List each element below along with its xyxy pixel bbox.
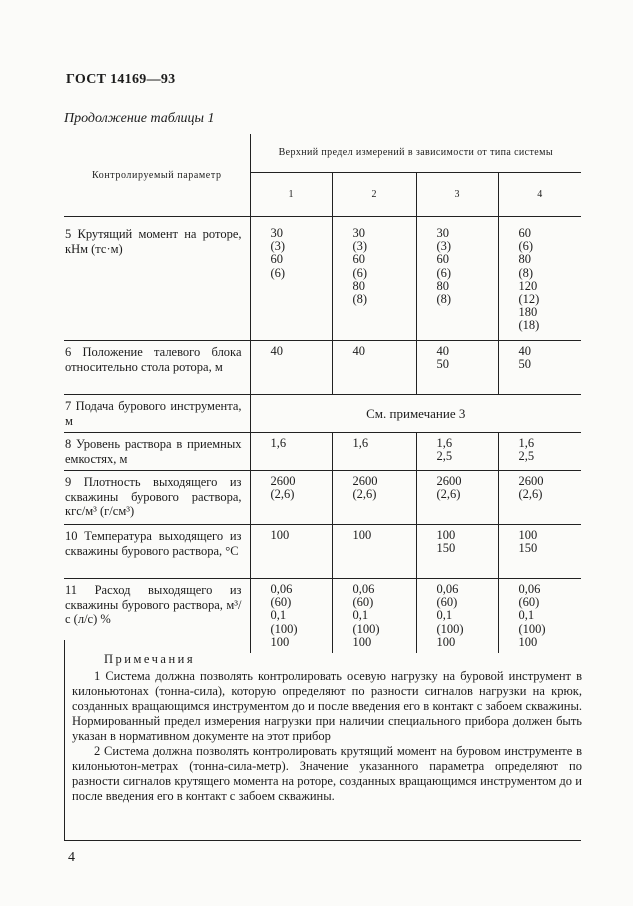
value-line: (6) bbox=[518, 239, 534, 254]
value-line: 100 bbox=[352, 528, 372, 542]
parameters-table bbox=[64, 134, 581, 653]
value-line: (6) bbox=[270, 265, 286, 280]
value-line: 1,6 bbox=[270, 436, 287, 450]
value-line: 30 bbox=[270, 226, 283, 240]
header-system-2: 2 bbox=[332, 173, 416, 217]
value-line: 100 bbox=[518, 634, 538, 649]
value-line: (8) bbox=[352, 292, 368, 307]
table-row bbox=[64, 525, 581, 579]
value-line: 80 bbox=[436, 278, 449, 293]
value-line: 2600 bbox=[352, 474, 378, 488]
value-line: (2,6) bbox=[270, 487, 295, 502]
value-line: 2600 bbox=[518, 474, 544, 488]
value-cell bbox=[332, 579, 416, 654]
value-cell bbox=[250, 471, 332, 525]
value-line: 50 bbox=[518, 357, 531, 372]
value-line: 60 bbox=[436, 252, 449, 267]
value-line: (100) bbox=[352, 621, 380, 636]
value-line: 30 bbox=[436, 226, 449, 240]
value-cell bbox=[332, 217, 416, 341]
value-line: (2,6) bbox=[518, 487, 543, 502]
table-row bbox=[64, 579, 581, 654]
value-line: 100 bbox=[436, 634, 456, 649]
value-cell bbox=[498, 433, 581, 471]
value-cell bbox=[498, 579, 581, 654]
value-line: 30 bbox=[352, 226, 365, 240]
value-line: 1,6 bbox=[352, 436, 369, 450]
value-cell bbox=[416, 341, 498, 395]
value-line: 120 bbox=[518, 278, 538, 293]
value-line: 0,1 bbox=[518, 608, 535, 623]
page-number: 4 bbox=[68, 850, 75, 865]
value-line: (18) bbox=[518, 318, 540, 333]
header-system-1: 1 bbox=[250, 173, 332, 217]
value-cell bbox=[250, 433, 332, 471]
table-row bbox=[64, 341, 581, 395]
value-line: 2,5 bbox=[436, 449, 453, 464]
value-cell bbox=[416, 471, 498, 525]
value-cell bbox=[332, 471, 416, 525]
table-caption: Продолжение таблицы 1 bbox=[64, 111, 215, 126]
notes-frame-left bbox=[64, 640, 65, 840]
value-line: 100 bbox=[270, 634, 290, 649]
value-cell bbox=[332, 525, 416, 579]
value-cell bbox=[332, 341, 416, 395]
value-cell bbox=[416, 579, 498, 654]
value-line: (12) bbox=[518, 292, 540, 307]
value-line: (60) bbox=[436, 595, 458, 610]
value-line: 2600 bbox=[436, 474, 462, 488]
value-line: (6) bbox=[436, 265, 452, 280]
value-cell bbox=[416, 525, 498, 579]
param-cell: 6 Положение талевого блока относительно стола ротора, м bbox=[64, 341, 250, 395]
table-row bbox=[64, 433, 581, 471]
notes-section bbox=[72, 652, 582, 804]
param-cell: 11 Расход выходящего из скважины бурового раствора, м³/с (л/с) % bbox=[64, 579, 250, 654]
value-line: 80 bbox=[518, 252, 531, 267]
value-line: 150 bbox=[518, 541, 538, 556]
param-cell: 9 Плотность выходящего из скважины бурового раствора, кгс/м³ (г/см³) bbox=[64, 471, 250, 525]
value-cell bbox=[332, 433, 416, 471]
value-line: 1,6 bbox=[518, 436, 535, 450]
param-cell: 7 Подача бурового инструмента, м bbox=[64, 395, 250, 433]
value-cell bbox=[498, 471, 581, 525]
notes-title: Примечания bbox=[104, 652, 196, 666]
value-line: 100 bbox=[436, 528, 456, 542]
value-line: (100) bbox=[270, 621, 298, 636]
note-2: 2 Система должна позволять контролировать крутящий момент на буровом инструменте в килоньютон-метрах (тонна-сила-метр). Значение указанного параметра определяют по разности сигналов крутящего момента на роторе, созданных вращающимся инструментом до и после введения его в контакт с забоем скважины. bbox=[72, 744, 582, 803]
value-line: (60) bbox=[352, 595, 374, 610]
value-line: (60) bbox=[518, 595, 540, 610]
value-cell bbox=[498, 341, 581, 395]
value-line: 40 bbox=[270, 344, 283, 358]
table-row bbox=[64, 471, 581, 525]
value-line: 180 bbox=[518, 305, 538, 320]
value-line: 2600 bbox=[270, 474, 296, 488]
table-row bbox=[64, 395, 581, 433]
value-line: 60 bbox=[270, 252, 283, 267]
value-line: (8) bbox=[436, 292, 452, 307]
value-cell bbox=[250, 525, 332, 579]
value-line: 2,5 bbox=[518, 449, 535, 464]
value-line: (3) bbox=[270, 239, 286, 254]
value-cell bbox=[498, 217, 581, 341]
value-line: (100) bbox=[436, 621, 464, 636]
value-line: (2,6) bbox=[436, 487, 461, 502]
value-line: 40 bbox=[518, 344, 531, 358]
value-line: 60 bbox=[518, 226, 531, 240]
value-line: (100) bbox=[518, 621, 546, 636]
param-cell: 5 Крутящий момент на роторе, кНм (тс·м) bbox=[64, 217, 250, 341]
value-line: 40 bbox=[436, 344, 449, 358]
header-system-3: 3 bbox=[416, 173, 498, 217]
value-line: (8) bbox=[518, 265, 534, 280]
value-line: 0,06 bbox=[352, 582, 375, 596]
value-line: (60) bbox=[270, 595, 292, 610]
document-id: ГОСТ 14169—93 bbox=[66, 72, 176, 87]
value-line: 0,06 bbox=[518, 582, 541, 596]
value-line: 0,06 bbox=[436, 582, 459, 596]
value-line: (6) bbox=[352, 265, 368, 280]
value-line: 100 bbox=[518, 528, 538, 542]
value-line: 0,06 bbox=[270, 582, 293, 596]
table-row bbox=[64, 217, 581, 341]
value-line: 1,6 bbox=[436, 436, 453, 450]
value-cell bbox=[250, 579, 332, 654]
value-cell bbox=[250, 217, 332, 341]
value-line: 0,1 bbox=[270, 608, 287, 623]
note-reference: См. примечание 3 bbox=[250, 395, 581, 433]
value-line: 150 bbox=[436, 541, 456, 556]
value-cell bbox=[498, 525, 581, 579]
header-parameter: Контролируемый параметр bbox=[64, 134, 250, 217]
param-cell: 8 Уровень раствора в приемных емкостях, м bbox=[64, 433, 250, 471]
value-line: 100 bbox=[270, 528, 290, 542]
value-line: 50 bbox=[436, 357, 449, 372]
value-line: 60 bbox=[352, 252, 365, 267]
note-1: 1 Система должна позволять контролировать осевую нагрузку на буровой инструмент в килоньютонах (тонна-сила), которую определяют по разности сигналов нагрузки на крюк, созданных вращающимся инструментом до и после введения его в контакт с забоем скважины. Нормированный предел измерения нагрузки при наличии специального прибора должен быть указан в нормативном документе на этот прибор bbox=[72, 669, 582, 743]
header-upper-limit: Верхний предел измерений в зависимости от типа системы bbox=[250, 134, 581, 173]
value-line: (3) bbox=[352, 239, 368, 254]
value-line: 40 bbox=[352, 344, 365, 358]
value-cell bbox=[416, 433, 498, 471]
param-cell: 10 Температура выходящего из скважины бурового раствора, °С bbox=[64, 525, 250, 579]
value-cell bbox=[250, 341, 332, 395]
value-line: 0,1 bbox=[352, 608, 369, 623]
value-cell bbox=[416, 217, 498, 341]
value-line: (3) bbox=[436, 239, 452, 254]
value-line: 80 bbox=[352, 278, 365, 293]
value-line: 0,1 bbox=[436, 608, 453, 623]
header-system-4: 4 bbox=[498, 173, 581, 217]
notes-frame-bottom bbox=[64, 840, 581, 841]
value-line: (2,6) bbox=[352, 487, 377, 502]
value-line: 100 bbox=[352, 634, 372, 649]
